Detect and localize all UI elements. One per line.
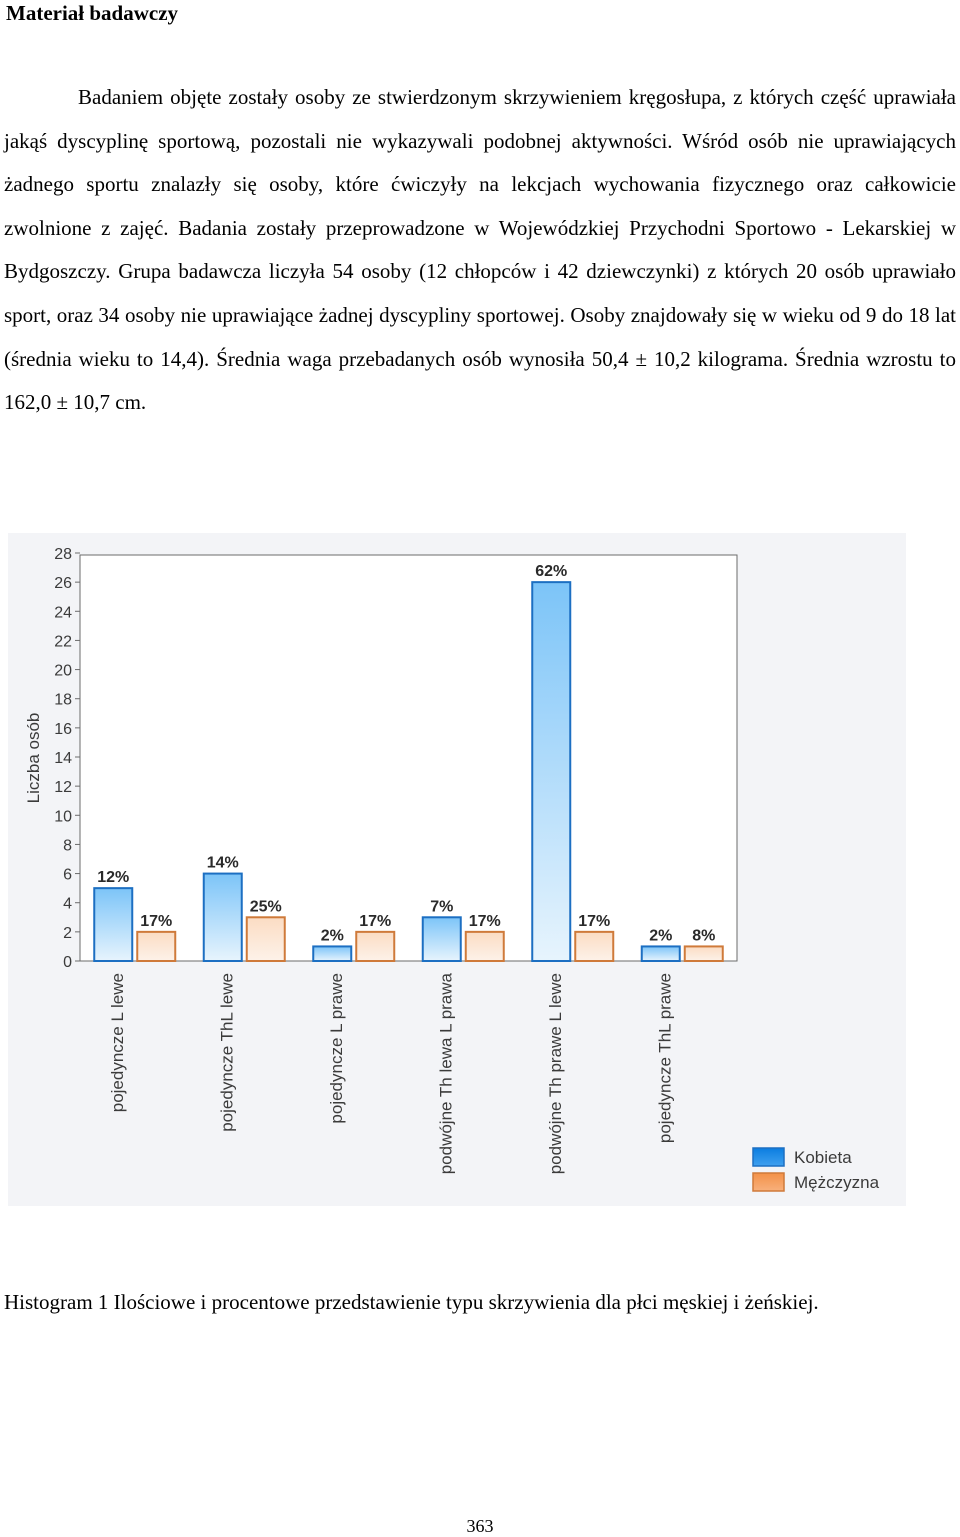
category-label: pojedyncze ThL prawe [655, 973, 675, 1144]
bar-mezczyzna [575, 932, 613, 961]
y-tick-label: 10 [54, 808, 72, 826]
y-tick-label: 26 [54, 575, 72, 593]
data-label: 2% [649, 927, 673, 945]
y-tick-label: 18 [54, 691, 72, 709]
legend-label: Kobieta [794, 1148, 852, 1167]
y-tick-label: 22 [54, 633, 72, 651]
data-label: 17% [140, 912, 173, 930]
y-tick-label: 2 [63, 924, 72, 942]
page-number: 363 [466, 1516, 494, 1536]
y-tick-label: 28 [54, 546, 72, 563]
category-label: podwójne Th lewa L prawa [436, 973, 456, 1175]
y-tick-label: 8 [63, 837, 72, 855]
data-label: 62% [535, 563, 568, 581]
category-label: pojedyncze L prawe [326, 973, 346, 1124]
bar-kobieta [204, 874, 242, 961]
y-tick-label: 6 [63, 866, 72, 884]
bar-mezczyzna [247, 917, 285, 961]
bar-kobieta [642, 946, 680, 961]
category-label: pojedyncze L lewe [107, 973, 127, 1113]
bar-kobieta [423, 917, 461, 961]
bar-kobieta [313, 946, 351, 961]
y-tick-label: 0 [63, 954, 72, 971]
category-label: pojedyncze ThL lewe [217, 973, 237, 1132]
data-label: 17% [359, 912, 392, 930]
category-label: podwójne Th prawe L lewe [545, 973, 565, 1175]
legend-label: Mężczyzna [794, 1173, 880, 1192]
section-heading: Materiał badawczy [6, 1, 179, 25]
y-axis-label: Liczba osób [24, 712, 43, 804]
data-label: 8% [692, 927, 716, 945]
data-label: 25% [249, 898, 282, 916]
data-label: 12% [97, 869, 130, 887]
histogram-chart [8, 533, 906, 1206]
bar-kobieta [532, 582, 570, 961]
figure-caption: Histogram 1 Ilościowe i procentowe przedstawienie typu skrzywienia dla płci męskiej i żeńskiej. [4, 1290, 819, 1314]
data-label: 17% [578, 912, 611, 930]
data-label: 2% [320, 927, 344, 945]
plot-area [80, 555, 737, 961]
data-label: 14% [206, 854, 239, 872]
bar-mezczyzna [356, 932, 394, 961]
bar-mezczyzna [466, 932, 504, 961]
paragraph-text: Badaniem objęte zostały osoby ze stwierdzonym skrzywieniem kręgosłupa, z których część uprawiała jakąś dyscyplinę sportową, pozostali nie wykazywali podobnej aktywności. Wśród osób nie uprawiających żadnego sportu znalazły się osoby, które ćwiczyły na lekcjach wychowania fizycznego oraz całkowicie zwolnione z zajęć. Badania zostały przeprowadzone w Wojewódzkiej Przychodni Sportowo - Lekarskiej w Bydgoszczy. Grupa badawcza liczyła 54 osoby (12 chłopców i 42 dziewczynki) z których 20 osób uprawiało sport, oraz 34 osoby nie uprawiające żadnej dyscypliny sportowej. Osoby znajdowały się w wieku od 9 do 18 lat (średnia wieku to 14,4). Średnia waga przebadanych osób wynosiła 50,4 ± 10,2 kilograma. Średnia wzrostu to 162,0 ± 10,7 cm. [4, 85, 956, 415]
y-tick-label: 12 [54, 779, 72, 797]
body-paragraph [4, 76, 956, 425]
legend-swatch [753, 1173, 784, 1191]
data-label: 17% [468, 912, 501, 930]
bar-kobieta [94, 888, 132, 961]
histogram-chart-panel [8, 533, 906, 1206]
y-tick-label: 24 [54, 604, 72, 622]
data-label: 7% [430, 898, 454, 916]
y-tick-label: 4 [63, 895, 72, 913]
legend-swatch [753, 1148, 784, 1166]
y-tick-label: 14 [54, 750, 72, 767]
y-tick-label: 16 [54, 720, 72, 738]
bar-mezczyzna [137, 932, 175, 961]
y-tick-label: 20 [54, 662, 72, 680]
bar-mezczyzna [685, 946, 723, 961]
